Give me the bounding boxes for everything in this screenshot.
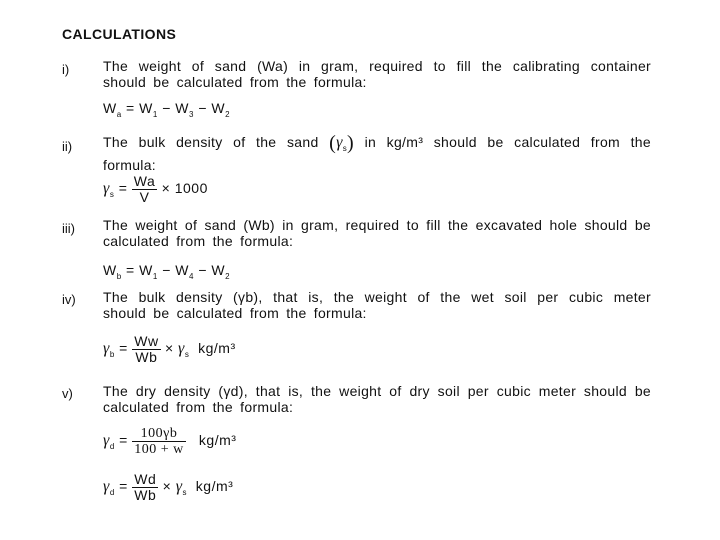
page-title: CALCULATIONS [62, 26, 177, 42]
item-text: The weight of sand (Wb) in gram, required to fill the excavated hole should be calculated from the formula: [103, 217, 651, 249]
formula-gamma-b: $\gamma_b$ = $\frac{Ww}{Wb}$ × $\gamma_s$ kg/m³ [103, 333, 236, 365]
item-text: The bulk density (γb), that is, the weight of the wet soil per cubic meter should be calculated from the formula: [103, 289, 651, 321]
formula-wb: $W_b = W_1 - W_4 - W_2$ [103, 262, 231, 281]
item-number: i) [62, 62, 70, 77]
item-text: The bulk density of the sand $(\gamma_s)$ in kg/m³ should be calculated from the formula: [103, 132, 651, 173]
formula-wa: $W_a = W_1 - W_3 - W_2$ [103, 100, 231, 119]
item-number: v) [62, 386, 73, 401]
formula-gamma-s: $\gamma_s$ = $\frac{Wa}{V}$ × 1000 [103, 173, 208, 205]
item-number: iii) [62, 221, 75, 236]
item-text: The weight of sand (Wa) in gram, required to fill the calibrating container should be calculated from the formula: [103, 58, 651, 90]
formula-gamma-d-1: $\gamma_d$ = $\frac{100\gamma b}{100 + w}$ kg/m³ [103, 426, 237, 457]
formula-gamma-d-2: $\gamma_d$ = $\frac{Wd}{Wb}$ × $\gamma_s$ kg/m³ [103, 471, 234, 503]
item-text: The dry density (γd), that is, the weight of dry soil per cubic meter should be calculated from the formula: [103, 383, 651, 415]
item-number: ii) [62, 139, 73, 154]
item-number: iv) [62, 292, 76, 307]
